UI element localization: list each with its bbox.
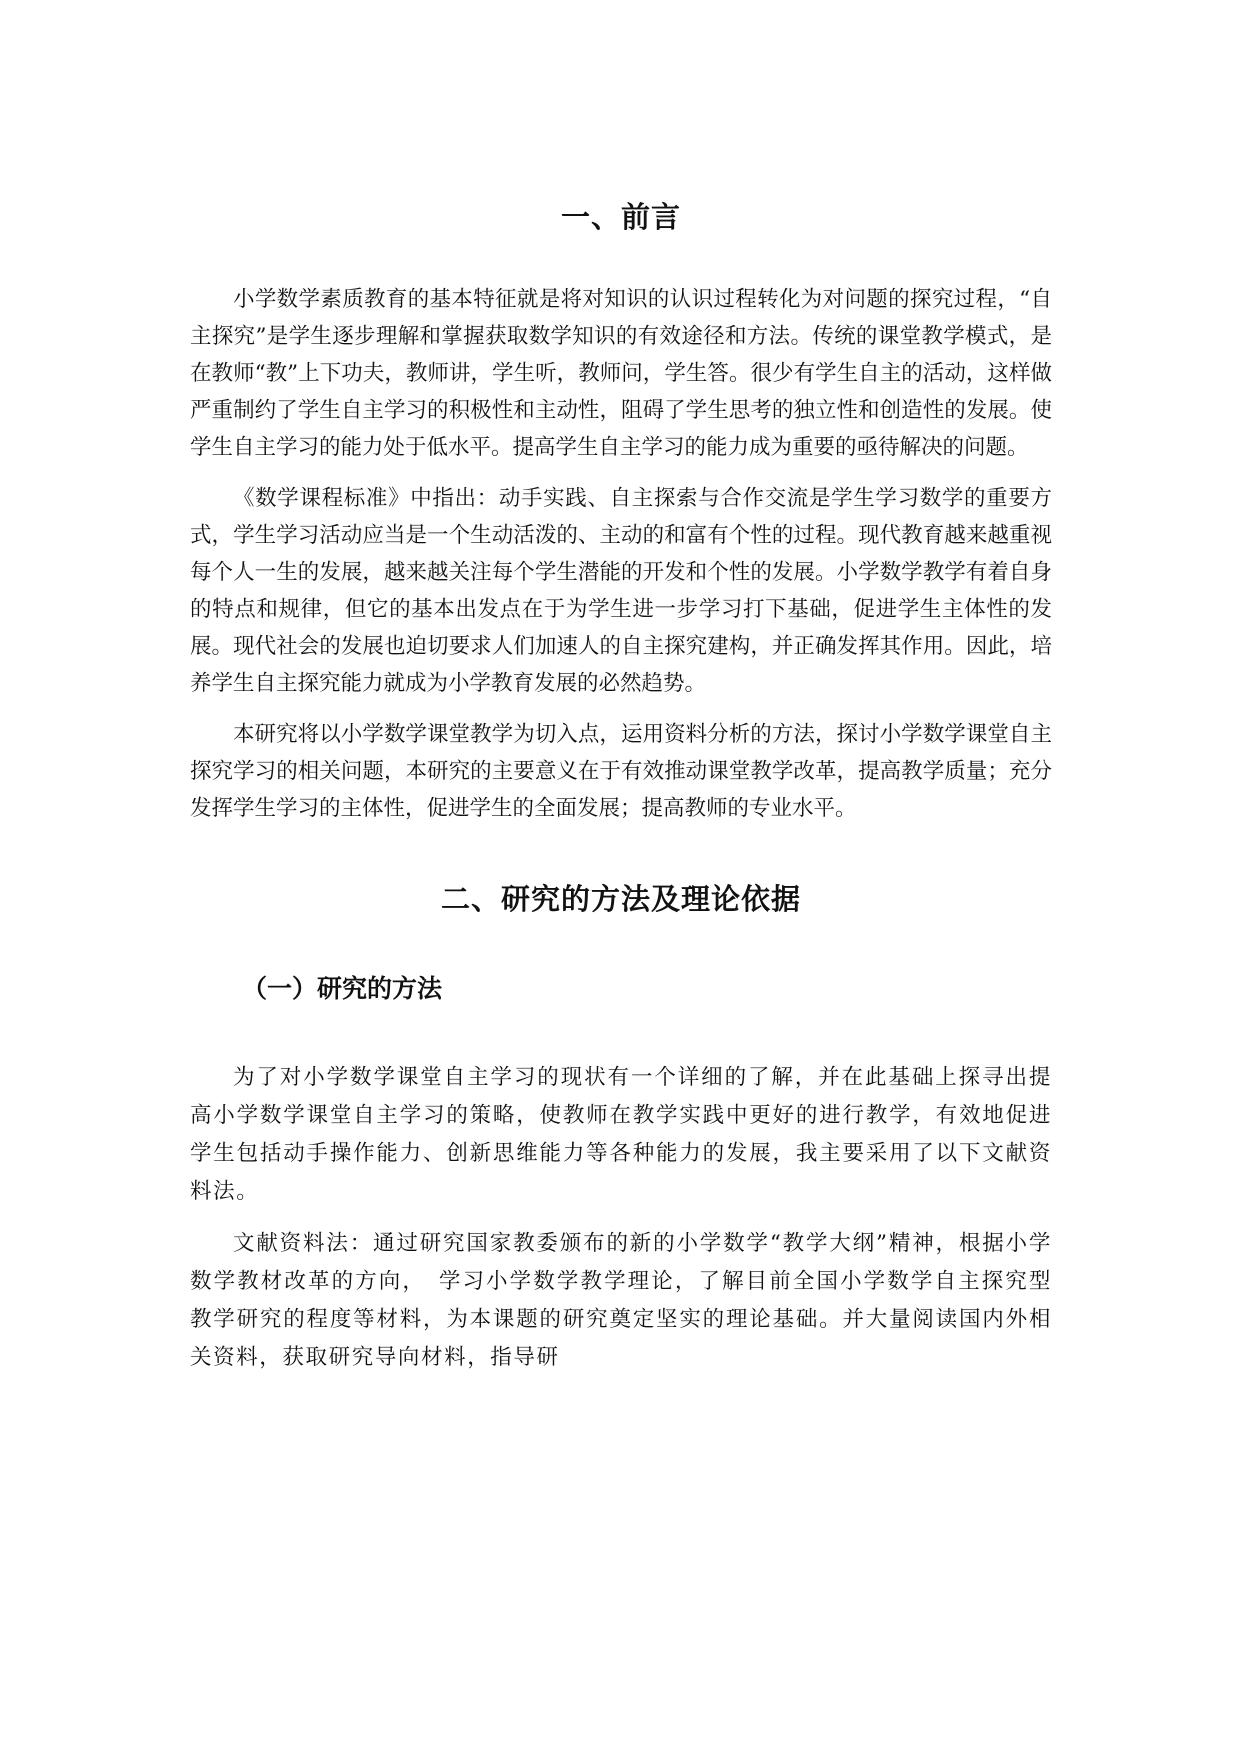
section-1-paragraph-1: 小学数学素质教育的基本特征就是将对知识的认识过程转化为对问题的探究过程，“自主探究”是学生逐步理解和掌握获取数学知识的有效途径和方法。传统的课堂教学模式，是在教师“教”上下功夫，教师讲，学生听，教师问，学生答。很少有学生自主的活动，这样做严重制约了学生自主学习的积极性和主动性，阻碍了学生思考的独立性和创造性的发展。使学生自主学习的能力处于低水平。提高学生自主学习的能力成为重要的亟待解决的问题。 bbox=[190, 287, 1052, 460]
section-1-paragraph-2: 《数学课程标准》中指出：动手实践、自主探索与合作交流是学生学习数学的重要方式，学生学习活动应当是一个生动活泼的、主动的和富有个性的过程。现代教育越来越重视每个人一生的发展，越来越关注每个学生潜能的开发和个性的发展。小学数学教学有着自身的特点和规律，但它的基本出发点在于为学生进一步学习打下基础，促进学生主体性的发展。现代社会的发展也迫切要求人们加速人的自主探究建构，并正确发挥其作用。因此，培养学生自主探究能力就成为小学教育发展的必然趋势。 bbox=[190, 486, 1052, 696]
section-1-paragraph-3: 本研究将以小学数学课堂教学为切入点，运用资料分析的方法，探讨小学数学课堂自主探究学习的相关问题，本研究的主要意义在于有效推动课堂教学改革，提高教学质量；充分发挥学生学习的主体性，促进学生的全面发展；提高教师的专业水平。 bbox=[190, 722, 1052, 821]
subsection-1-paragraph-2: 文献资料法：通过研究国家教委颁布的新的小学数学“教学大纲”精神，根据小学数学教材改革的方向， 学习小学数学教学理论，了解目前全国小学数学自主探究型教学研究的程度等材料，为本课题的研究奠定坚实的理论基础。并大量阅读国内外相关资料，获取研究导向材料，指导研 bbox=[190, 1231, 1052, 1370]
section-2-title: 二、研究的方法及理论依据 bbox=[440, 882, 801, 916]
document-content bbox=[190, 195, 1052, 1391]
section-1-title: 一、前言 bbox=[560, 200, 681, 234]
subsection-1-paragraph-1: 为了对小学数学课堂自主学习的现状有一个详细的了解，并在此基础上探寻出提高小学数学课堂自主学习的策略，使教师在教学实践中更好的进行教学，有效地促进学生包括动手操作能力、创新思维能力等各种能力的发展，我主要采用了以下文献资料法。 bbox=[190, 1065, 1052, 1204]
subsection-1-title: （一）研究的方法 bbox=[242, 974, 443, 1003]
